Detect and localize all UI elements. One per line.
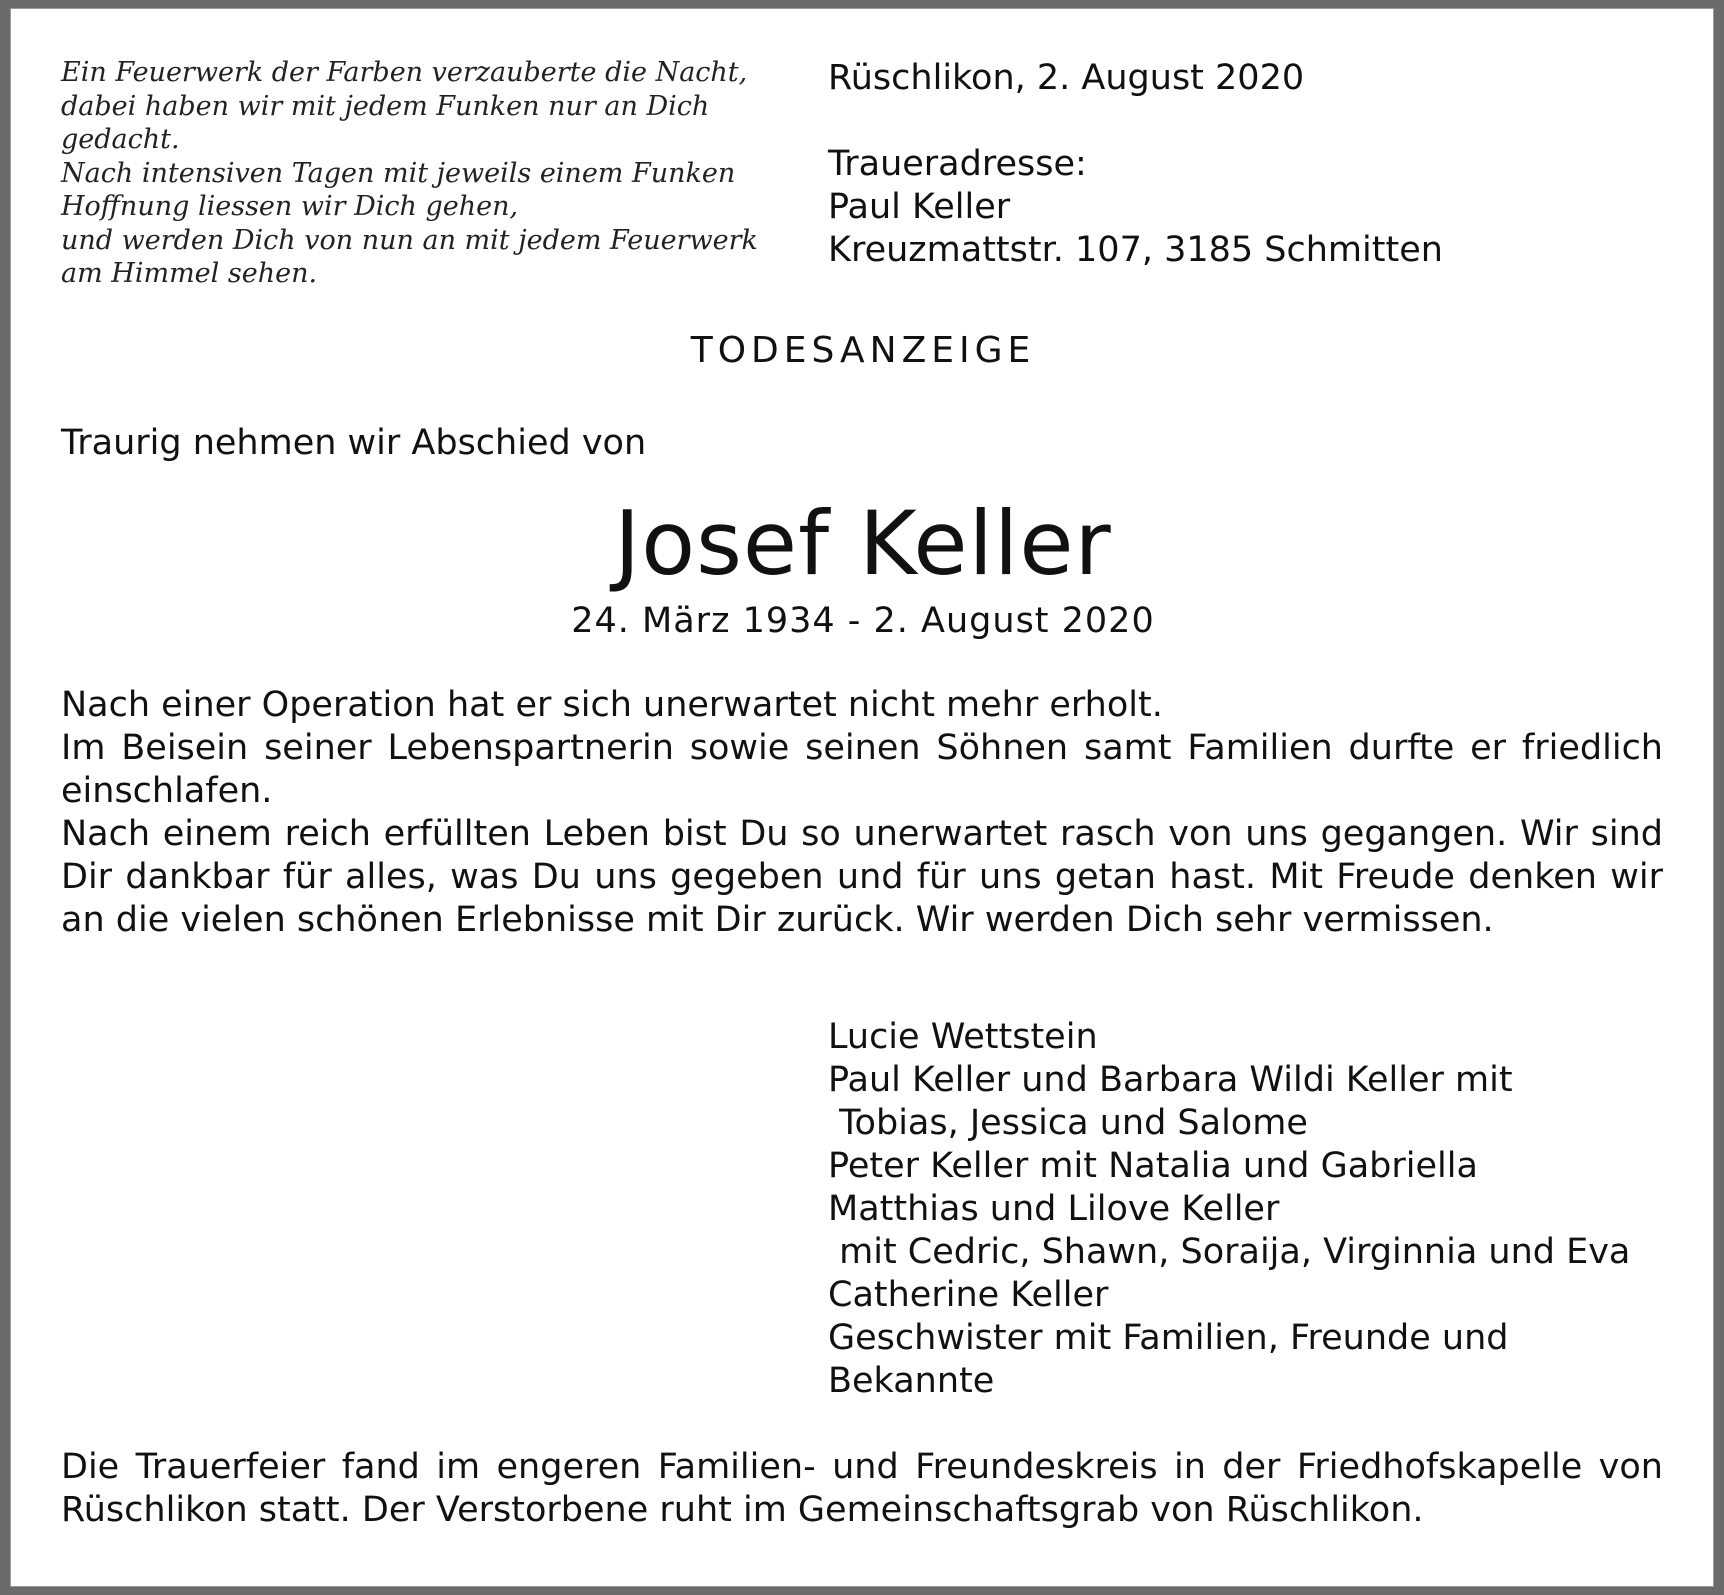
memorial-poem bbox=[61, 56, 761, 291]
intro-text: Traurig nehmen wir Abschied von bbox=[61, 423, 647, 463]
deceased-name: Josef Keller bbox=[614, 492, 1112, 595]
mourner-line: Matthias und Lilove Keller bbox=[828, 1189, 1280, 1229]
mourner-line: Paul Keller und Barbara Wildi Keller mit bbox=[828, 1060, 1513, 1100]
mourner-line: Peter Keller mit Natalia und Gabriella bbox=[828, 1146, 1478, 1186]
notice-heading: TODESANZEIGE bbox=[690, 330, 1036, 371]
poem-line: dabei haben wir mit jedem Funken nur an Dich bbox=[61, 90, 710, 122]
mourner-line: mit Cedric, Shawn, Soraija, Virginnia und Eva bbox=[828, 1232, 1631, 1272]
mourner-line: Tobias, Jessica und Salome bbox=[828, 1103, 1308, 1143]
body-text bbox=[61, 684, 1663, 942]
life-dates: 24. März 1934 - 2. August 2020 bbox=[571, 601, 1155, 641]
body-paragraph: Nach einer Operation hat er sich unerwartet nicht mehr erholt. bbox=[61, 685, 1163, 725]
body-paragraph: Im Beisein seiner Lebenspartnerin sowie seinen Söhnen samt Familien durfte er friedlich einschlafen. bbox=[61, 728, 1663, 811]
address-name: Paul Keller bbox=[828, 187, 1011, 227]
mourner-line: Bekannte bbox=[828, 1361, 995, 1401]
poem-line: am Himmel sehen. bbox=[61, 258, 318, 289]
poem-line: Nach intensiven Tagen mit jeweils einem Funken bbox=[61, 157, 736, 189]
poem-line: Hoffnung liessen wir Dich gehen, bbox=[61, 191, 519, 222]
funeral-notice: Die Trauerfeier fand im engeren Familien- und Freundeskreis in der Friedhofskapelle von Rüschlikon statt. Der Verstorbene ruht im Gemeinschaftsgrab von Rüschlikon. bbox=[61, 1447, 1663, 1530]
poem-line: und werden Dich von nun an mit jedem Feuerwerk bbox=[61, 224, 758, 256]
address-label: Traueradresse: bbox=[828, 144, 1087, 184]
mourner-line: Geschwister mit Familien, Freunde und bbox=[828, 1318, 1509, 1358]
poem-line: Ein Feuerwerk der Farben verzauberte die Nacht, bbox=[61, 57, 748, 88]
poem-line: gedacht. bbox=[61, 124, 180, 155]
mourner-line: Lucie Wettstein bbox=[828, 1017, 1098, 1057]
obituary-notice bbox=[10, 8, 1714, 1587]
mourning-address-block bbox=[828, 57, 1443, 272]
place-date: Rüschlikon, 2. August 2020 bbox=[828, 58, 1305, 98]
address-street: Kreuzmattstr. 107, 3185 Schmitten bbox=[828, 230, 1443, 270]
mourners-list bbox=[828, 1016, 1630, 1403]
mourner-line: Catherine Keller bbox=[828, 1275, 1109, 1315]
body-paragraph: Nach einem reich erfüllten Leben bist Du so unerwartet rasch von uns gegangen. Wir sind Dir dankbar für alles, was Du uns gegeben und für uns getan hast. Mit Freude denken wir an die vielen schönen Erlebnisse mit Dir zurück. Wir werden Dich sehr vermissen. bbox=[61, 814, 1663, 940]
